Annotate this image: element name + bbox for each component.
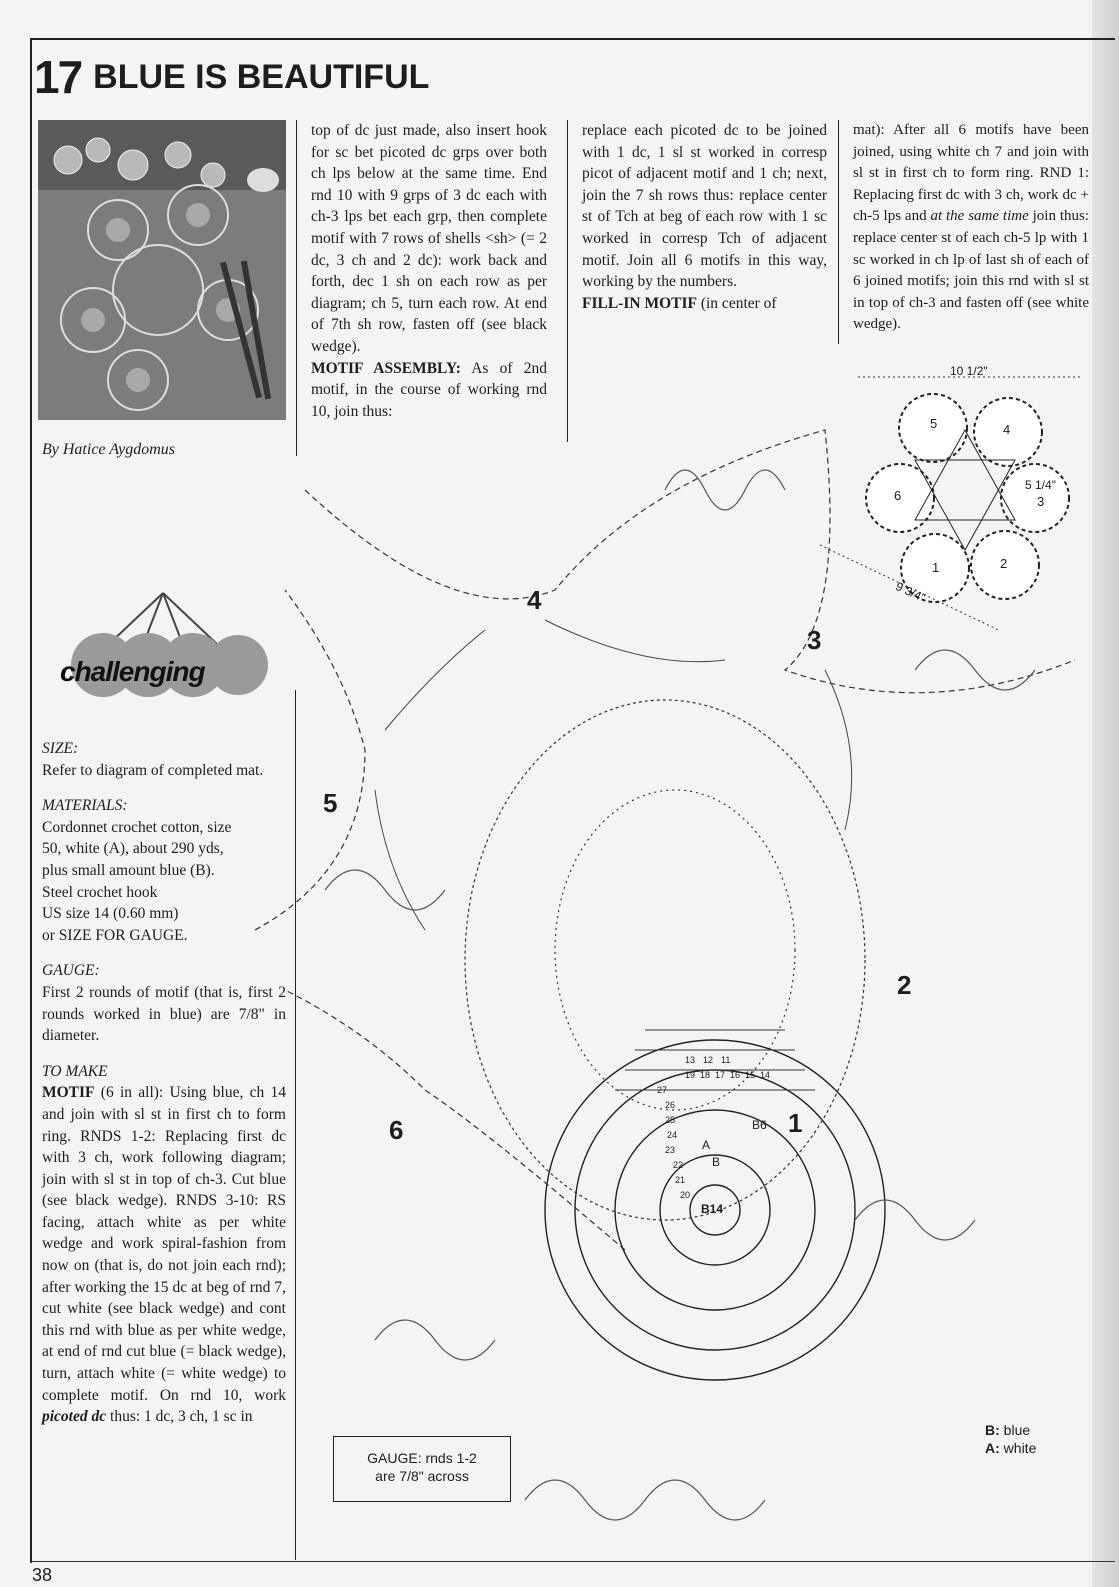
- diagram-motif-1: 1: [788, 1108, 803, 1138]
- materials-line: plus small amount blue (B).: [42, 861, 215, 879]
- diagram-motif-2: 2: [897, 970, 912, 1000]
- pattern-title: BLUE IS BEAUTIFUL: [93, 57, 430, 96]
- row-label: 18: [700, 1070, 711, 1080]
- legend-a-value: white: [1003, 1440, 1037, 1456]
- schematic-motif-6: 6: [894, 488, 902, 503]
- row-label: 26: [665, 1100, 676, 1110]
- schematic-motif-3: 3: [1037, 494, 1045, 509]
- row-label: 13: [685, 1055, 696, 1065]
- book-spine-shadow: [1092, 0, 1119, 1587]
- diagram-motif-5: 5: [323, 788, 338, 818]
- row-label: 19: [685, 1070, 696, 1080]
- row-label: 24: [667, 1130, 678, 1140]
- legend-b-key: B:: [985, 1422, 1000, 1438]
- b-label: B: [712, 1155, 721, 1169]
- col4-italic: at the same time: [930, 208, 1029, 225]
- page-number: 38: [32, 1565, 53, 1585]
- assembly-label: MOTIF ASSEMBLY:: [311, 359, 461, 377]
- diagonal-dimension: 9 3/4": [893, 579, 928, 605]
- pattern-number: 17: [34, 51, 82, 103]
- byline: By Hatice Aygdomus: [42, 441, 176, 458]
- fill-in-label: FILL-IN MOTIF: [582, 294, 697, 312]
- materials-line: or SIZE FOR GAUGE.: [42, 926, 188, 944]
- to-make-heading: TO MAKE: [42, 1062, 108, 1080]
- col4-text: mat): After all 6 motifs have been joined, using white ch 7 and join with sl st in first ch to form ring. RND 1: Replacing first dc with 3 ch, work dc + ch-5 lps and: [853, 122, 1089, 225]
- motif-tail: thus: 1 dc, 3 ch, 1 sc in: [106, 1408, 253, 1426]
- a-label: A: [702, 1138, 711, 1152]
- crochet-chart-drawing: [225, 370, 1095, 1570]
- diagram-motif-3: 3: [807, 625, 822, 655]
- text-column-4: [853, 120, 1089, 336]
- color-legend: [985, 1421, 1036, 1457]
- materials-line: US size 14 (0.60 mm): [42, 905, 179, 923]
- assembly-text: As of 2nd motif, in the course of working rnd 10, join thus:: [311, 359, 547, 420]
- motif-label: MOTIF: [42, 1084, 95, 1102]
- schematic-motif-1: 1: [932, 560, 940, 575]
- page-title: [34, 50, 429, 104]
- row-label: 12: [703, 1055, 714, 1065]
- row-label: 23: [665, 1145, 676, 1155]
- legend-b-value: blue: [1003, 1422, 1031, 1438]
- b6-label: B6: [752, 1118, 767, 1132]
- gauge-box-line: are 7/8" across: [375, 1468, 469, 1484]
- top-rule: [30, 38, 1115, 40]
- row-label: 15: [745, 1070, 756, 1080]
- diagram-motif-6: 6: [389, 1115, 404, 1145]
- row-label: 14: [760, 1070, 771, 1080]
- row-label: 25: [665, 1115, 676, 1125]
- size-text: Refer to diagram of completed mat.: [42, 761, 264, 779]
- materials-line: Steel crochet hook: [42, 883, 158, 901]
- materials-line: Cordonnet crochet cotton, size: [42, 818, 232, 836]
- row-label: 20: [680, 1190, 691, 1200]
- center-label: B14: [701, 1202, 724, 1216]
- row-label: 21: [675, 1175, 686, 1185]
- col3-text: replace each picoted dc to be joined with 1 dc, 1 sl st worked in corresp picot of adjacent motif and 1 ch; next, join the 7 sh rows thus: replace center st of Tch at beg of each row with 1 sc worked in corresp Tch of adjacent motif. Join all 6 motifs in this way, working by the numbers.: [582, 122, 827, 291]
- row-label: 22: [673, 1160, 684, 1170]
- schematic-motif-4: 4: [1003, 422, 1011, 437]
- row-label: 17: [715, 1070, 726, 1080]
- left-rule: [30, 38, 32, 1563]
- picoted-label: picoted dc: [42, 1408, 107, 1426]
- width-dimension: 10 1/2": [950, 364, 988, 378]
- materials-line: 50, white (A), about 290 yds,: [42, 840, 224, 858]
- col2-text: top of dc just made, also insert hook for sc bet picoted dc grps over both ch lps below at the same time. End rnd 10 with 9 grps of 3 dc each with ch-3 lps bet each grp, then complete motif with 7 rows of shells <sh> (= 2 dc, 3 ch and 2 dc): work back and forth, dec 1 sh on each row as per diagram; ch 5, turn each row. At end of 7th sh row, fasten off (see black wedge).: [311, 122, 547, 355]
- motif-text: (6 in all): Using blue, ch 14 and join with sl st in first ch to form ring. RNDS 1-2: Replacing first dc with 3 ch, work following diagram; join with sl st in top of ch-3. Cut blue (see black wedge). RNDS 3-10: RS facing, attach white as per white wedge and work spiral-fashion from now on (that is, do not join each rnd); after working the 15 dc at beg of rnd 7, cut white (see black wedge) and cont this rnd with blue as per white wedge, at end of rnd cut blue (= black wedge), turn, attach white (= white wedge) to complete motif. On rnd 10, work: [42, 1084, 286, 1404]
- materials-heading: MATERIALS:: [42, 797, 128, 815]
- row-label: 11: [721, 1055, 731, 1065]
- row-label: 27: [657, 1085, 668, 1095]
- gauge-box-line: GAUGE: rnds 1-2: [367, 1450, 477, 1466]
- fill-in-text: (in center of: [696, 294, 777, 312]
- gauge-heading: GAUGE:: [42, 962, 100, 980]
- schematic-motif-5: 5: [930, 416, 938, 431]
- gauge-text: First 2 rounds of motif (that is, first 2 rounds worked in blue) are 7/8" in diameter.: [42, 983, 286, 1045]
- text-column-3: [582, 120, 827, 314]
- legend-a-key: A:: [985, 1440, 1000, 1456]
- col4-text-2: join thus: replace center st of each ch-5 lp with 1 sc worked in ch lp of last sh of each of 6 joined motifs; join this rnd with sl st in top of ch-3 and fasten off (see white wedge).: [853, 208, 1089, 333]
- height-dimension: 5 1/4": [1025, 478, 1056, 492]
- column-rule: [838, 120, 839, 344]
- diagram-motif-4: 4: [527, 585, 542, 615]
- size-heading: SIZE:: [42, 740, 79, 757]
- crochet-diagram: [225, 370, 1095, 1570]
- schematic-motif-2: 2: [1000, 556, 1008, 571]
- gauge-box: [333, 1436, 511, 1502]
- row-label: 16: [730, 1070, 741, 1080]
- difficulty-label: challenging: [60, 656, 205, 687]
